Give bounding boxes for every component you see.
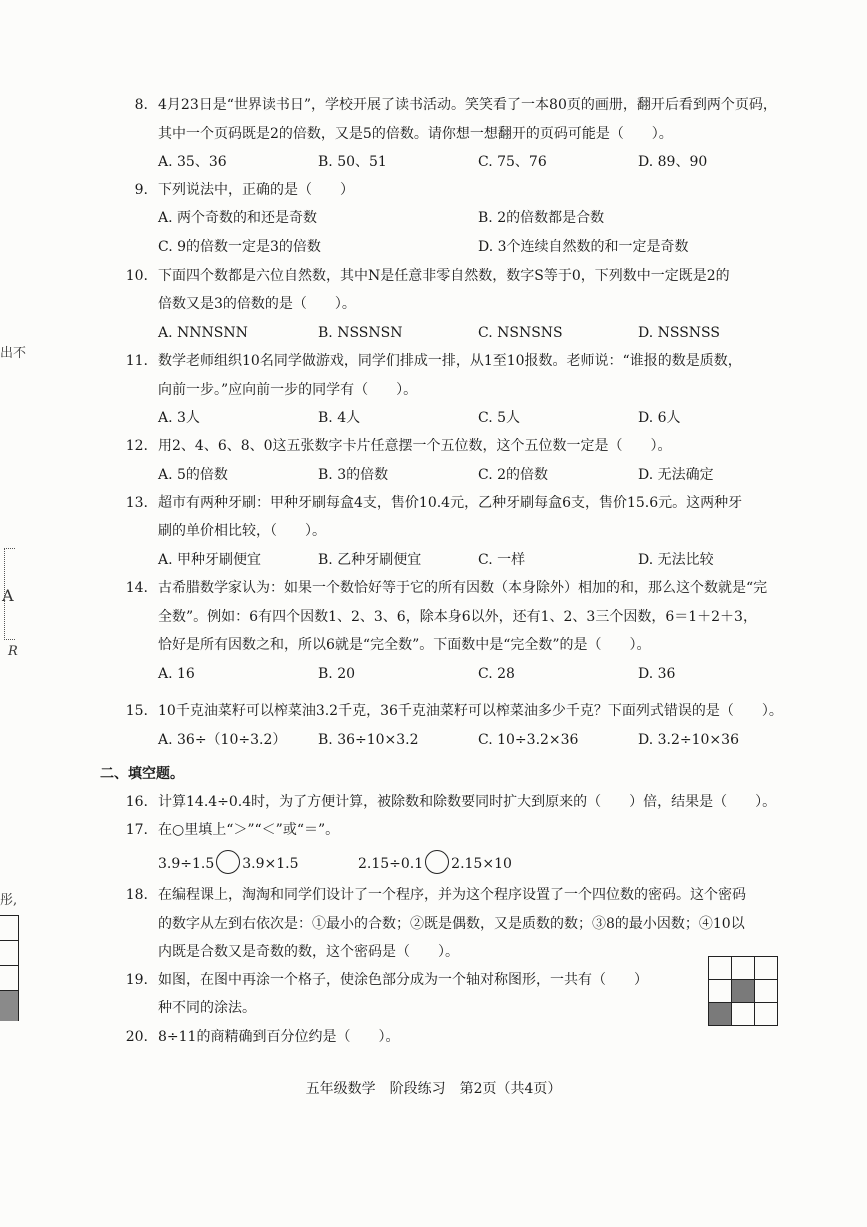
question-9-text-line1: 下列说法中，正确的是（ ） <box>158 182 354 198</box>
question-18-text-line1: 在编程课上，淘淘和同学们设计了一个程序，并为这个程序设置了一个四位数的密码。这个密码 <box>158 887 746 903</box>
question-15-text-line1: 10千克油菜籽可以榨菜油3.2千克，36千克油菜籽可以榨菜油多少千克？下面列式错误的是（ ）。 <box>158 703 783 719</box>
question-number-18: 18. <box>125 887 148 903</box>
question-19-text-line2: 种不同的涂法。 <box>158 1000 256 1016</box>
grid-cell-shaded <box>709 1003 732 1026</box>
question-9-option-d: D. 3个连续自然数的和一定是奇数 <box>478 239 689 255</box>
question-number-20: 20. <box>125 1029 148 1045</box>
question-13-text-line1: 超市有两种牙刷：甲种牙刷每盒4支，售价10.4元，乙种牙刷每盒6支，售价15.6元。这两种牙 <box>158 495 743 511</box>
question-9-option-a: A. 两个奇数的和还是奇数 <box>158 210 318 226</box>
question-14-option-b: B. 20 <box>318 666 356 682</box>
question-number-15: 15. <box>125 703 148 719</box>
question-14-option-a: A. 16 <box>158 666 195 682</box>
question-10-option-a: A. NNNSNN <box>158 325 248 341</box>
margin-fragment-letter: R <box>8 644 18 659</box>
expression-2-right: 2.15×10 <box>451 856 512 872</box>
question-12-text-line1: 用2、4、6、8、0这五张数字卡片任意摆一个五位数，这个五位数一定是（ ）。 <box>158 438 672 454</box>
grid-cell[interactable] <box>709 980 732 1003</box>
compare-circle-1[interactable] <box>216 850 240 874</box>
grid-cell[interactable] <box>755 980 778 1003</box>
expression-1-right: 3.9×1.5 <box>242 856 299 872</box>
question-number-11: 11. <box>125 353 148 369</box>
question-number-10: 10. <box>125 268 148 284</box>
compare-circle-2[interactable] <box>425 850 449 874</box>
question-11-text-line2: 向前一步。”应向前一步的同学有（ ）。 <box>158 382 418 398</box>
question-10-option-d: D. NSSNSS <box>638 325 720 341</box>
question-11-option-a: A. 3人 <box>158 410 200 426</box>
margin-grid-fragment <box>0 915 19 1021</box>
question-8-option-a: A. 35、36 <box>158 154 227 170</box>
question-14-text-line2: 全数”。例如：6有四个因数1、2、3、6，除本身6以外，还有1、2、3三个因数，6＝1＋2＋3， <box>158 609 757 625</box>
question-11-option-b: B. 4人 <box>318 410 361 426</box>
question-9-option-b: B. 2的倍数都是合数 <box>478 210 605 226</box>
question-8-text-line1: 4月23日是“世界读书日”，学校开展了读书活动。笑笑看了一本80页的画册，翻开后看到两个页码， <box>158 97 777 113</box>
question-16-text-line1: 计算14.4÷0.4时，为了方便计算，被除数和除数要同时扩大到原来的（ ）倍，结果是（ ）。 <box>158 794 777 810</box>
question-number-17: 17. <box>125 822 148 838</box>
question-17-text-line1: 在○里填上“＞”“＜”或“＝”。 <box>158 822 340 838</box>
question-10-text-line1: 下面四个数都是六位自然数，其中N是任意非零自然数，数字S等于0，下列数中一定既是2的 <box>158 268 730 284</box>
question-11-option-c: C. 5人 <box>478 410 521 426</box>
question-12-option-d: D. 无法确定 <box>638 467 714 483</box>
question-12-option-c: C. 2的倍数 <box>478 467 549 483</box>
grid-cell[interactable] <box>732 957 755 980</box>
grid-cell[interactable] <box>755 1003 778 1026</box>
question-14-option-d: D. 36 <box>638 666 676 682</box>
question-14-text-line1: 古希腊数学家认为：如果一个数恰好等于它的所有因数（本身除外）相加的和，那么这个数就是“完 <box>158 580 768 596</box>
symmetry-grid-figure <box>708 956 778 1026</box>
question-number-13: 13. <box>125 495 148 511</box>
question-number-9: 9. <box>134 182 148 198</box>
grid-cell[interactable] <box>732 1003 755 1026</box>
question-15-option-d: D. 3.2÷10×36 <box>638 732 739 748</box>
question-number-8: 8. <box>134 97 148 113</box>
question-number-12: 12. <box>125 438 148 454</box>
question-19-text-line1: 如图，在图中再涂一个格子，使涂色部分成为一个轴对称图形，一共有（ ） <box>158 972 648 988</box>
question-number-16: 16. <box>125 794 148 810</box>
question-13-option-d: D. 无法比较 <box>638 552 714 568</box>
question-20-text-line1: 8÷11的商精确到百分位约是（ ）。 <box>158 1029 400 1045</box>
question-15-option-a: A. 36÷（10÷3.2） <box>158 732 287 748</box>
question-8-option-b: B. 50、51 <box>318 154 387 170</box>
grid-cell-shaded <box>732 980 755 1003</box>
question-8-option-c: C. 75、76 <box>478 154 547 170</box>
expression-2-left: 2.15÷0.1 <box>358 856 424 872</box>
question-15-option-b: B. 36÷10×3.2 <box>318 732 419 748</box>
question-10-option-b: B. NSSNSN <box>318 325 403 341</box>
question-18-text-line3: 内既是合数又是奇数的数，这个密码是（ ）。 <box>158 944 459 960</box>
question-8-option-d: D. 89、90 <box>638 154 708 170</box>
question-13-option-b: B. 乙种牙刷便宜 <box>318 552 422 568</box>
question-15-option-c: C. 10÷3.2×36 <box>478 732 579 748</box>
question-18-text-line2: 的数字从左到右依次是：①最小的合数；②既是偶数，又是质数的数；③8的最小因数；④10以 <box>158 916 745 932</box>
question-12-option-a: A. 5的倍数 <box>158 467 228 483</box>
page-footer: 五年级数学 阶段练习 第2页（共4页） <box>305 1081 562 1097</box>
question-number-19: 19. <box>125 972 148 988</box>
question-11-option-d: D. 6人 <box>638 410 681 426</box>
margin-fragment-text: 彤, <box>0 893 18 908</box>
question-13-text-line2: 刷的单价相比较，（ ）。 <box>158 523 326 539</box>
question-13-option-a: A. 甲种牙刷便宜 <box>158 552 262 568</box>
question-14-option-c: C. 28 <box>478 666 515 682</box>
question-8-text-line2: 其中一个页码既是2的倍数，又是5的倍数。请你想一想翻开的页码可能是（ ）。 <box>158 126 673 142</box>
question-11-text-line1: 数学老师组织10名同学做游戏，同学们排成一排，从1至10报数。老师说：“谁报的数是质数， <box>158 353 742 369</box>
question-17-expression-1 <box>158 851 299 877</box>
question-10-text-line2: 倍数又是3的倍数的是（ ）。 <box>158 296 356 312</box>
grid-cell[interactable] <box>709 957 732 980</box>
question-9-option-c: C. 9的倍数一定是3的倍数 <box>158 239 321 255</box>
question-number-14: 14. <box>125 580 148 596</box>
expression-1-left: 3.9÷1.5 <box>158 856 215 872</box>
margin-fragment-text: 出不 <box>0 346 27 361</box>
question-17-expression-2 <box>358 851 512 877</box>
question-14-text-line3: 恰好是所有因数之和，所以6就是“完全数”。下面数中是“完全数”的是（ ）。 <box>158 637 651 653</box>
margin-fragment-symbol: A <box>2 586 14 605</box>
section-title-fill-in: 二、填空题。 <box>100 766 184 782</box>
question-12-option-b: B. 3的倍数 <box>318 467 389 483</box>
question-13-option-c: C. 一样 <box>478 552 526 568</box>
grid-cell[interactable] <box>755 957 778 980</box>
question-10-option-c: C. NSNSNS <box>478 325 563 341</box>
